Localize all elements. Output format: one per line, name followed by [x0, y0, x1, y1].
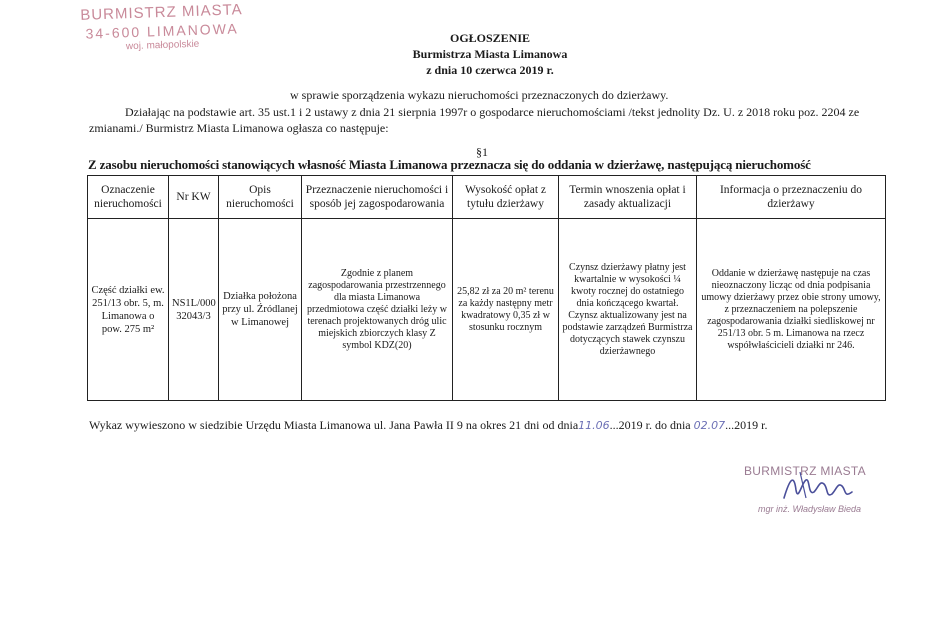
stamp-line-2: 34-600 LIMANOWA — [85, 20, 239, 42]
posting-notice — [89, 418, 767, 433]
table-header: Wysokość opłat z tytułu dzierżawy — [453, 176, 559, 219]
table-header: Termin wnoszenia opłat i zasady aktualizacji — [559, 176, 697, 219]
property-table — [87, 175, 886, 401]
footer-text-middle: ...2019 r. do dnia — [609, 418, 691, 432]
footer-text-before: Wykaz wywieszono w siedzibie Urzędu Miasta Limanowa ul. Jana Pawła II 9 na okres 21 dni od dnia — [89, 418, 579, 432]
table-cell: Działka położona przy ul. Źródlanej w Limanowej — [219, 219, 302, 401]
table-cell: NS1L/000 32043/3 — [169, 219, 219, 401]
stamp-line-3: woj. małopolskie — [125, 38, 200, 53]
official-stamp-top — [71, 1, 253, 54]
legal-basis: Działając na podstawie art. 35 ust.1 i 2 ustawy z dnia 21 sierpnia 1997r o gospodarce nieruchomościami /tekst jednolity Dz. U. z 2018 roku poz. 2204 ze zmianami./ Burmistrz Miasta Limanowa ogłasza co następuje: — [89, 105, 860, 135]
section-mark: §1 — [476, 145, 488, 159]
document-heading — [370, 30, 610, 78]
stamp-bottom-line-1: BURMISTRZ MIASTA — [744, 464, 866, 478]
table-cell: Czynsz dzierżawy płatny jest kwartalnie w wysokości ¼ kwoty rocznej do ostatniego dnia kończącego kwartał. Czynsz aktualizowany jest na podstawie zarządzeń Burmistrza dotyczących stawek czynszu dzierżawnego — [559, 219, 697, 401]
table-cell: Zgodnie z planem zagospodarowania przestrzennego dla miasta Limanowa przedmiotowa część działki leży w terenach projektowanych dróg ulic miejskich zbiorczych klasy Z symbol KDZ(20) — [302, 219, 453, 401]
table-header: Oznaczenie nieruchomości — [88, 176, 169, 219]
table-header: Informacja o przeznaczeniu do dzierżawy — [697, 176, 886, 219]
table-header-row — [88, 176, 886, 219]
document-title: OGŁOSZENIE — [449, 31, 531, 45]
stamp-line-1: BURMISTRZ MIASTA — [80, 1, 243, 24]
table-cell: Oddanie w dzierżawę następuje na czas nieoznaczony licząc od dnia podpisania umowy dzierżawy przez obie strony umowy, z przeznaczeniem na polepszenie zagospodarowania działki siedliskowej nr 251/13 obr. 5 m. Limanowa na rzecz współwłaścicieli działki nr 246. — [697, 219, 886, 401]
subject-line: w sprawie sporządzenia wykazu nieruchomości przeznaczonych do dzierżawy. — [290, 88, 669, 102]
table-cell: 25,82 zł za 20 m² terenu za każdy następny metr kwadratowy 0,35 zł w stosunku rocznym — [453, 219, 559, 401]
handwritten-to-date: 02.07 — [693, 419, 726, 432]
table-header: Opis nieruchomości — [219, 176, 302, 219]
document-subtitle: Burmistrza Miasta Limanowa — [412, 47, 568, 61]
stamp-bottom-line-2: mgr inż. Władysław Bieda — [758, 504, 862, 514]
table-row — [88, 219, 886, 401]
section-title: Z zasobu nieruchomości stanowiących własność Miasta Limanowa przeznacza się do oddania w dzierżawę, następującą nieruchomość — [88, 157, 811, 172]
signature-icon — [780, 468, 860, 508]
document-date: z dnia 10 czerwca 2019 r. — [426, 63, 554, 77]
handwritten-from-date: 11.06 — [578, 419, 610, 432]
table-cell: Część działki ew. 251/13 obr. 5, m. Limanowa o pow. 275 m² — [88, 219, 169, 401]
table-header: Nr KW — [169, 176, 219, 219]
footer-text-after: ...2019 r. — [725, 418, 768, 432]
table-header: Przeznaczenie nieruchomości i sposób jej zagospodarowania — [302, 176, 453, 219]
